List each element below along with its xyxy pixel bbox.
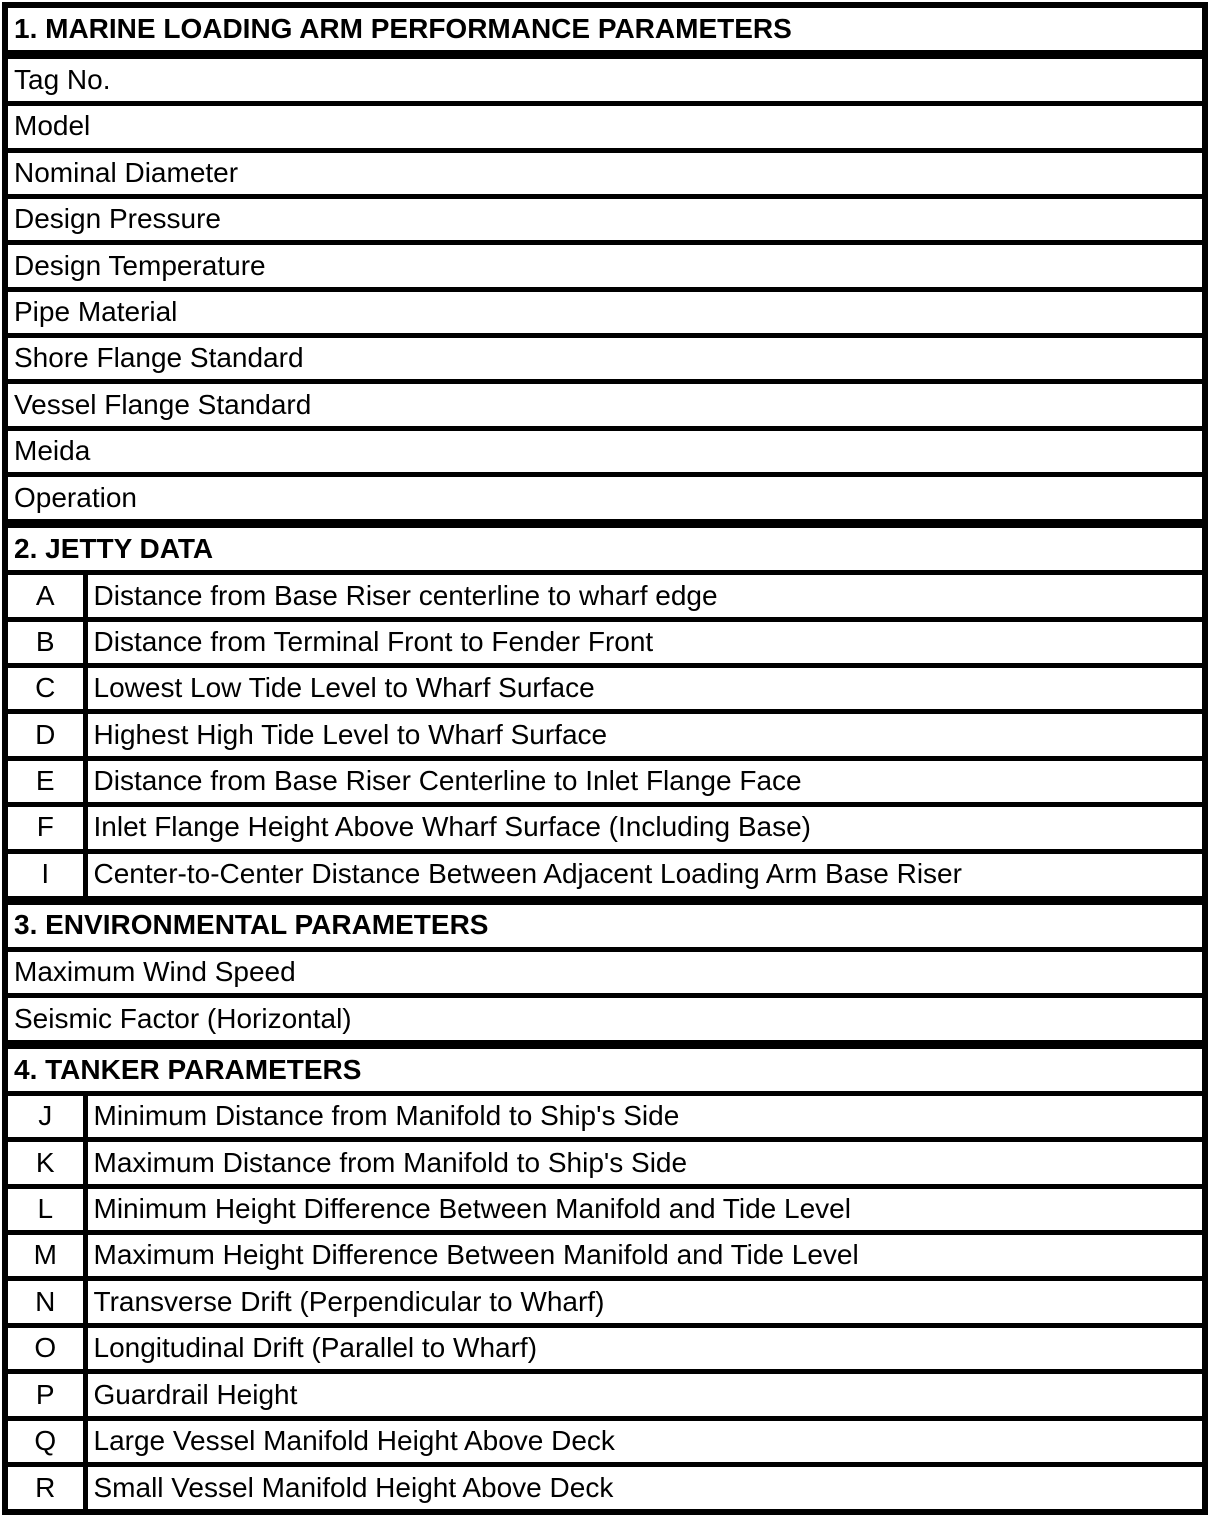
row-letter: N (5, 1279, 85, 1325)
row-letter: C (5, 666, 85, 712)
table-row (5, 336, 1205, 382)
table-row (5, 619, 1205, 665)
table-row (5, 758, 1205, 804)
row-letter: R (5, 1465, 85, 1512)
row-letter: Q (5, 1418, 85, 1464)
table-row (5, 1186, 1205, 1232)
row-description: Guardrail Height (85, 1372, 1205, 1418)
table-row (5, 428, 1205, 474)
row-letter: K (5, 1140, 85, 1186)
row-description: Tag No. (5, 55, 1205, 104)
table-row (5, 805, 1205, 851)
table-row (5, 949, 1205, 995)
table-row (5, 55, 1205, 104)
row-description: Meida (5, 428, 1205, 474)
row-description: Center-to-Center Distance Between Adjacent Loading Arm Base Riser (85, 851, 1205, 900)
section-header-row (5, 900, 1205, 949)
row-letter: I (5, 851, 85, 900)
row-letter: M (5, 1233, 85, 1279)
row-description: Seismic Factor (Horizontal) (5, 995, 1205, 1044)
table-body (5, 5, 1205, 1512)
table-row (5, 382, 1205, 428)
row-description: Highest High Tide Level to Wharf Surface (85, 712, 1205, 758)
row-letter: B (5, 619, 85, 665)
row-description: Maximum Distance from Manifold to Ship's Side (85, 1140, 1205, 1186)
row-description: Small Vessel Manifold Height Above Deck (85, 1465, 1205, 1512)
table-row (5, 573, 1205, 619)
row-description: Longitudinal Drift (Parallel to Wharf) (85, 1325, 1205, 1371)
table-row (5, 1372, 1205, 1418)
row-description: Shore Flange Standard (5, 336, 1205, 382)
table-row (5, 1140, 1205, 1186)
table-row (5, 1233, 1205, 1279)
row-description: Vessel Flange Standard (5, 382, 1205, 428)
table-row (5, 150, 1205, 196)
row-letter: A (5, 573, 85, 619)
row-letter: E (5, 758, 85, 804)
table-row (5, 1465, 1205, 1512)
row-description: Nominal Diameter (5, 150, 1205, 196)
section-header-row (5, 1044, 1205, 1093)
parameters-table (2, 2, 1208, 1515)
row-description: Operation (5, 475, 1205, 524)
table-row (5, 666, 1205, 712)
table-row (5, 289, 1205, 335)
row-description: Model (5, 104, 1205, 150)
table-row (5, 1279, 1205, 1325)
section-title: 3. ENVIRONMENTAL PARAMETERS (5, 900, 1205, 949)
row-letter: P (5, 1372, 85, 1418)
row-description: Transverse Drift (Perpendicular to Wharf) (85, 1279, 1205, 1325)
row-letter: F (5, 805, 85, 851)
row-description: Distance from Terminal Front to Fender Front (85, 619, 1205, 665)
row-letter: J (5, 1093, 85, 1139)
row-description: Lowest Low Tide Level to Wharf Surface (85, 666, 1205, 712)
section-header-row (5, 5, 1205, 55)
row-description: Maximum Height Difference Between Manifold and Tide Level (85, 1233, 1205, 1279)
section-header-row (5, 524, 1205, 573)
section-title: 1. MARINE LOADING ARM PERFORMANCE PARAMETERS (5, 5, 1205, 55)
table-row (5, 1093, 1205, 1139)
table-row (5, 104, 1205, 150)
section-title: 4. TANKER PARAMETERS (5, 1044, 1205, 1093)
table-row (5, 196, 1205, 242)
row-description: Pipe Material (5, 289, 1205, 335)
row-description: Minimum Distance from Manifold to Ship's Side (85, 1093, 1205, 1139)
row-letter: O (5, 1325, 85, 1371)
table-row (5, 243, 1205, 289)
row-letter: L (5, 1186, 85, 1232)
row-description: Distance from Base Riser Centerline to Inlet Flange Face (85, 758, 1205, 804)
row-description: Large Vessel Manifold Height Above Deck (85, 1418, 1205, 1464)
row-description: Design Temperature (5, 243, 1205, 289)
table-row (5, 1418, 1205, 1464)
row-letter: D (5, 712, 85, 758)
table-row (5, 1325, 1205, 1371)
row-description: Minimum Height Difference Between Manifold and Tide Level (85, 1186, 1205, 1232)
table-row (5, 475, 1205, 524)
table-row (5, 851, 1205, 900)
row-description: Maximum Wind Speed (5, 949, 1205, 995)
row-description: Inlet Flange Height Above Wharf Surface (Including Base) (85, 805, 1205, 851)
table-row (5, 712, 1205, 758)
row-description: Design Pressure (5, 196, 1205, 242)
section-title: 2. JETTY DATA (5, 524, 1205, 573)
row-description: Distance from Base Riser centerline to wharf edge (85, 573, 1205, 619)
table-row (5, 995, 1205, 1044)
